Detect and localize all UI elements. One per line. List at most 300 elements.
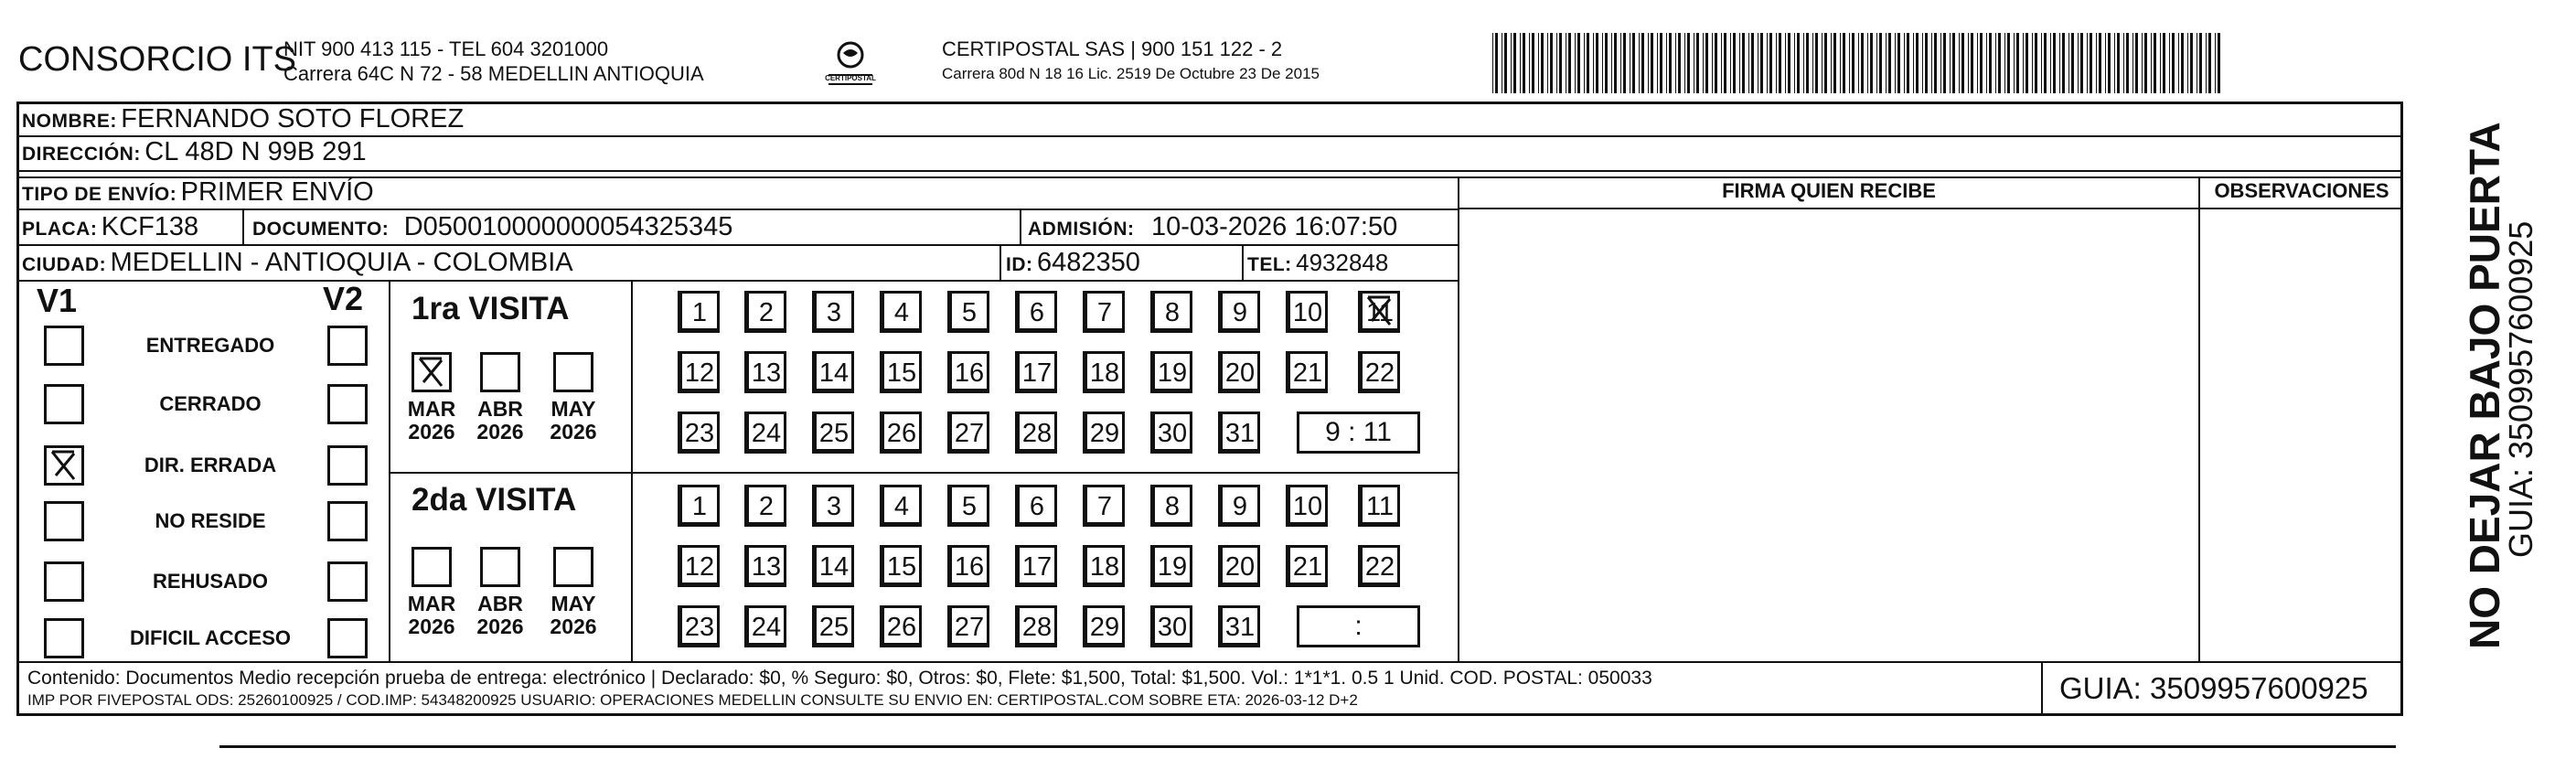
barcode-bar bbox=[2099, 33, 2101, 93]
barcode-bar bbox=[2190, 33, 2193, 93]
barcode-bar bbox=[2068, 33, 2069, 93]
barcode-bar bbox=[2108, 33, 2111, 93]
v1-checkbox[interactable] bbox=[44, 326, 84, 366]
barcode-bar bbox=[1584, 33, 1585, 93]
barcode-bar bbox=[1605, 33, 1608, 93]
barcode-bar bbox=[2062, 33, 2065, 93]
second-day-box[interactable]: 25 bbox=[812, 605, 854, 647]
barcode-bar bbox=[1550, 33, 1553, 93]
admision-value: 10-03-2026 16:07:50 bbox=[1150, 212, 1398, 241]
col-divider bbox=[631, 280, 633, 661]
barcode-bar bbox=[1712, 33, 1713, 93]
v2-checkbox[interactable] bbox=[327, 384, 368, 424]
barcode-bar bbox=[2080, 33, 2083, 93]
documento-value: D050010000000054325345 bbox=[403, 212, 733, 241]
v2-label: V2 bbox=[323, 280, 364, 317]
nombre-label: NOMBRE: bbox=[22, 111, 117, 132]
first-visit-title: 1ra VISITA bbox=[412, 291, 570, 326]
barcode-bar bbox=[2126, 33, 2129, 93]
first-day-box[interactable]: 18 bbox=[1083, 351, 1125, 393]
nombre-value: FERNANDO SOTO FLOREZ bbox=[121, 104, 465, 134]
barcode-bar bbox=[2135, 33, 2138, 93]
first-month-label bbox=[546, 398, 601, 444]
barcode-bar bbox=[1733, 33, 1736, 93]
barcode-bar bbox=[1760, 33, 1763, 93]
first-day-box[interactable]: 22 bbox=[1358, 351, 1400, 393]
barcode-bar bbox=[1986, 33, 1987, 93]
barcode-bar bbox=[2208, 33, 2211, 93]
barcode-bar bbox=[2014, 33, 2015, 93]
barcode-bar bbox=[1541, 33, 1544, 93]
second-day-box[interactable]: 24 bbox=[744, 605, 786, 647]
second-day-box[interactable]: 7 bbox=[1083, 485, 1125, 527]
barcode-bar bbox=[1831, 33, 1832, 93]
second-day-box[interactable]: 23 bbox=[678, 605, 720, 647]
logo-caption: CERTIPOSTAL bbox=[825, 74, 876, 82]
barcode-bar bbox=[1977, 33, 1978, 93]
side-guia: GUIA: 3509957600925 bbox=[2502, 220, 2539, 558]
barcode-bar bbox=[2114, 33, 2115, 93]
v2-checkbox[interactable] bbox=[327, 618, 368, 658]
second-day-box[interactable]: 27 bbox=[947, 605, 989, 647]
v2-checkbox[interactable] bbox=[327, 445, 368, 486]
barcode-bar bbox=[2071, 33, 2074, 93]
barcode-bar bbox=[2163, 33, 2165, 93]
second-day-box[interactable]: 13 bbox=[744, 545, 786, 587]
first-day-box[interactable]: 12 bbox=[678, 351, 720, 393]
second-day-box[interactable]: 28 bbox=[1015, 605, 1057, 647]
admision-label: ADMISIÓN: bbox=[1028, 219, 1135, 240]
v2-checkbox[interactable] bbox=[327, 561, 368, 602]
col-divider bbox=[242, 208, 244, 244]
second-day-box[interactable]: 11 bbox=[1358, 485, 1400, 527]
barcode-bar bbox=[1675, 33, 1676, 93]
col-divider bbox=[1020, 208, 1021, 244]
status-label: NO RESIDE bbox=[155, 509, 266, 532]
first-day-box[interactable]: 26 bbox=[880, 412, 922, 454]
barcode-bar bbox=[2151, 33, 2152, 93]
first-day-box[interactable]: 6 bbox=[1015, 291, 1057, 333]
second-month-name: MAY bbox=[550, 592, 596, 615]
barcode-bar bbox=[1492, 33, 1493, 93]
barcode-bar bbox=[2032, 33, 2033, 93]
direccion-label: DIRECCIÓN: bbox=[22, 144, 141, 165]
barcode-bar bbox=[1922, 33, 1923, 93]
barcode-bar bbox=[1666, 33, 1667, 93]
barcode-bar bbox=[2035, 33, 2037, 93]
footer-contenido: Contenido: Documentos Medio recepción prueba de entrega: electrónico | Declarado: $0, % Seguro: $0, Otros: $0, Flete: $1,500, Total: $1,500. Vol.: 1*1*1. 0.5 1 Unid. COD. POSTAL: 050033 bbox=[27, 668, 1652, 689]
col-divider bbox=[2041, 661, 2043, 716]
barcode-bar bbox=[2090, 33, 2092, 93]
barcode-bar bbox=[1669, 33, 1672, 93]
v1-label: V1 bbox=[37, 282, 78, 319]
barcode-bar bbox=[1961, 33, 1964, 93]
check-mark-icon bbox=[1363, 294, 1397, 328]
barcode-bar bbox=[1849, 33, 1850, 93]
barcode-bar bbox=[1879, 33, 1882, 93]
check-mark-icon bbox=[47, 448, 81, 483]
barcode-bar bbox=[1687, 33, 1690, 93]
barcode-bar bbox=[2178, 33, 2179, 93]
barcode-bar bbox=[1833, 33, 1836, 93]
barcode-bar bbox=[2044, 33, 2047, 93]
second-day-box[interactable]: 14 bbox=[812, 545, 854, 587]
first-day-box[interactable]: 31 bbox=[1218, 412, 1260, 454]
company-address: Carrera 64C N 72 - 58 MEDELLIN ANTIOQUIA bbox=[283, 62, 704, 85]
barcode-bar bbox=[1895, 33, 1896, 93]
first-day-box[interactable]: 23 bbox=[678, 412, 720, 454]
second-month-label bbox=[546, 593, 601, 638]
barcode-bar bbox=[1968, 33, 1969, 93]
barcode-bar bbox=[1678, 33, 1681, 93]
documento-field bbox=[252, 210, 732, 248]
status-label: REHUSADO bbox=[153, 570, 268, 593]
firma-label: FIRMA QUIEN RECIBE bbox=[1722, 179, 1936, 202]
barcode bbox=[1492, 33, 2224, 93]
second-day-box[interactable]: 21 bbox=[1286, 545, 1328, 587]
first-day-box[interactable]: 4 bbox=[880, 291, 922, 333]
first-day-box[interactable]: 20 bbox=[1218, 351, 1260, 393]
barcode-bar bbox=[1861, 33, 1864, 93]
tipo-value: PRIMER ENVÍO bbox=[180, 177, 374, 207]
first-day-box[interactable]: 21 bbox=[1286, 351, 1328, 393]
second-day-box[interactable]: 12 bbox=[678, 545, 720, 587]
barcode-bar bbox=[1495, 33, 1498, 93]
footer-imp: IMP POR FIVEPOSTAL ODS: 25260100925 / COD.IMP: 54348200925 USUARIO: OPERACIONES MEDELLIN CONSULTE SU ENVIO EN: CERTIPOSTAL.COM SOBRE ETA: 2026-03-12 D+2 bbox=[27, 691, 1358, 709]
first-day-box[interactable]: 25 bbox=[812, 412, 854, 454]
barcode-bar bbox=[1913, 33, 1914, 93]
placa-field bbox=[22, 210, 198, 248]
first-day-box[interactable]: 17 bbox=[1015, 351, 1057, 393]
barcode-bar bbox=[2206, 33, 2207, 93]
first-day-box[interactable]: 19 bbox=[1150, 351, 1192, 393]
barcode-bar bbox=[1959, 33, 1960, 93]
barcode-bar bbox=[1950, 33, 1951, 93]
first-day-box[interactable]: 9 bbox=[1218, 291, 1260, 333]
second-day-box[interactable]: 3 bbox=[812, 485, 854, 527]
barcode-bar bbox=[1715, 33, 1717, 93]
status-label: ENTREGADO bbox=[145, 334, 275, 357]
barcode-bar bbox=[1907, 33, 1909, 93]
barcode-bar bbox=[1504, 33, 1507, 93]
placa-label: PLACA: bbox=[22, 219, 98, 240]
status-label: DIFICIL ACCESO bbox=[129, 626, 291, 649]
tel-label: TEL: bbox=[1247, 254, 1292, 275]
barcode-bar bbox=[1989, 33, 1992, 93]
barcode-bar bbox=[1767, 33, 1768, 93]
barcode-bar bbox=[1769, 33, 1772, 93]
barcode-bar bbox=[2041, 33, 2042, 93]
v1-checkbox[interactable] bbox=[44, 618, 84, 658]
carrier-address: Carrera 80d N 18 16 Lic. 2519 De Octubre 23 De 2015 bbox=[942, 65, 1320, 82]
first-day-box[interactable]: 13 bbox=[744, 351, 786, 393]
status-label: CERRADO bbox=[159, 392, 262, 415]
second-month-year: 2026 bbox=[408, 615, 455, 638]
barcode-bar bbox=[1995, 33, 1996, 93]
barcode-bar bbox=[1523, 33, 1525, 93]
barcode-bar bbox=[1611, 33, 1612, 93]
row-divider bbox=[1458, 208, 2403, 209]
first-month-label bbox=[404, 398, 459, 444]
second-day-box[interactable]: 20 bbox=[1218, 545, 1260, 587]
second-day-box[interactable]: 6 bbox=[1015, 485, 1057, 527]
barcode-bar bbox=[1651, 33, 1653, 93]
first-month-checkbox[interactable] bbox=[480, 352, 520, 392]
barcode-bar bbox=[1559, 33, 1562, 93]
barcode-bar bbox=[1788, 33, 1790, 93]
barcode-bar bbox=[1657, 33, 1658, 93]
second-visit-title: 2da VISITA bbox=[412, 482, 577, 518]
barcode-bar bbox=[1934, 33, 1937, 93]
barcode-bar bbox=[2016, 33, 2019, 93]
barcode-bar bbox=[2023, 33, 2024, 93]
barcode-bar bbox=[1547, 33, 1548, 93]
barcode-bar bbox=[2169, 33, 2170, 93]
second-day-box[interactable]: 2 bbox=[744, 485, 786, 527]
v1-checkbox[interactable] bbox=[44, 501, 84, 541]
first-day-box[interactable]: 11 bbox=[1358, 291, 1400, 333]
barcode-bar bbox=[1779, 33, 1781, 93]
v1-checkbox[interactable] bbox=[44, 561, 84, 602]
no-dejar-notice: NO DEJAR BAJO PUERTA bbox=[2461, 122, 2508, 649]
second-day-box[interactable]: 17 bbox=[1015, 545, 1057, 587]
barcode-bar bbox=[1916, 33, 1919, 93]
barcode-bar bbox=[1660, 33, 1662, 93]
first-day-box[interactable]: 3 bbox=[812, 291, 854, 333]
first-day-box[interactable]: 24 bbox=[744, 412, 786, 454]
placa-value: KCF138 bbox=[101, 212, 199, 241]
first-month-name: MAY bbox=[550, 397, 596, 421]
barcode-bar bbox=[2026, 33, 2028, 93]
footer-guia: GUIA: 3509957600925 bbox=[2059, 671, 2368, 705]
second-day-box[interactable]: 26 bbox=[880, 605, 922, 647]
second-month-name: MAR bbox=[407, 592, 456, 615]
v2-checkbox[interactable] bbox=[327, 501, 368, 541]
barcode-bar bbox=[2218, 33, 2220, 93]
barcode-bar bbox=[2215, 33, 2216, 93]
barcode-bar bbox=[1632, 33, 1635, 93]
barcode-bar bbox=[1803, 33, 1804, 93]
ciudad-value: MEDELLIN - ANTIOQUIA - COLOMBIA bbox=[110, 248, 573, 277]
barcode-bar bbox=[1897, 33, 1900, 93]
status-label: DIR. ERRADA bbox=[144, 454, 277, 476]
barcode-bar bbox=[1520, 33, 1521, 93]
footer-divider bbox=[16, 661, 2403, 663]
first-month-year: 2026 bbox=[550, 420, 597, 444]
tipo-field bbox=[22, 176, 374, 213]
id-field bbox=[1006, 246, 1140, 283]
barcode-bar bbox=[1888, 33, 1891, 93]
barcode-bar bbox=[2096, 33, 2097, 93]
barcode-bar bbox=[1843, 33, 1845, 93]
direccion-value: CL 48D N 99B 291 bbox=[144, 137, 367, 166]
barcode-bar bbox=[1840, 33, 1841, 93]
barcode-bar bbox=[1812, 33, 1813, 93]
barcode-bar bbox=[2199, 33, 2202, 93]
first-month-checkbox[interactable] bbox=[412, 352, 452, 392]
first-day-box[interactable]: 5 bbox=[947, 291, 989, 333]
barcode-bar bbox=[2144, 33, 2147, 93]
carrier-name: CERTIPOSTAL SAS | 900 151 122 - 2 bbox=[942, 37, 1283, 60]
barcode-bar bbox=[1739, 33, 1740, 93]
second-month-label bbox=[404, 593, 459, 638]
documento-label: DOCUMENTO: bbox=[252, 219, 390, 240]
barcode-bar bbox=[2142, 33, 2143, 93]
barcode-bar bbox=[1568, 33, 1571, 93]
barcode-bar bbox=[1602, 33, 1603, 93]
barcode-bar bbox=[2172, 33, 2175, 93]
barcode-bar bbox=[1593, 33, 1594, 93]
v1-checkbox[interactable] bbox=[44, 445, 84, 486]
barcode-bar bbox=[2123, 33, 2124, 93]
nombre-field bbox=[22, 102, 464, 140]
first-day-box[interactable]: 28 bbox=[1015, 412, 1057, 454]
barcode-bar bbox=[1824, 33, 1827, 93]
v1-checkbox[interactable] bbox=[44, 384, 84, 424]
second-month-checkbox[interactable] bbox=[412, 547, 452, 587]
barcode-bar bbox=[1998, 33, 2001, 93]
col-divider bbox=[1242, 244, 1244, 280]
barcode-bar bbox=[1575, 33, 1576, 93]
second-day-box[interactable]: 5 bbox=[947, 485, 989, 527]
first-month-year: 2026 bbox=[476, 420, 524, 444]
col-divider bbox=[2198, 176, 2200, 661]
barcode-bar bbox=[1614, 33, 1617, 93]
col-divider bbox=[1458, 176, 1459, 661]
barcode-bar bbox=[1529, 33, 1530, 93]
id-label: ID: bbox=[1006, 254, 1033, 275]
barcode-bar bbox=[1511, 33, 1512, 93]
first-day-box[interactable]: 7 bbox=[1083, 291, 1125, 333]
first-month-checkbox[interactable] bbox=[553, 352, 593, 392]
barcode-bar bbox=[1952, 33, 1955, 93]
direccion-field bbox=[22, 135, 367, 173]
first-day-box[interactable]: 30 bbox=[1150, 412, 1192, 454]
col-divider bbox=[389, 280, 390, 661]
company-info bbox=[283, 37, 704, 86]
barcode-bar bbox=[2053, 33, 2056, 93]
second-day-box[interactable]: 1 bbox=[678, 485, 720, 527]
barcode-bar bbox=[1931, 33, 1932, 93]
second-day-box[interactable]: 15 bbox=[880, 545, 922, 587]
barcode-bar bbox=[1886, 33, 1887, 93]
barcode-bar bbox=[1751, 33, 1754, 93]
barcode-bar bbox=[1940, 33, 1941, 93]
second-day-box[interactable]: 16 bbox=[947, 545, 989, 587]
second-day-box[interactable]: 18 bbox=[1083, 545, 1125, 587]
first-day-box[interactable]: 29 bbox=[1083, 412, 1125, 454]
first-day-box[interactable]: 15 bbox=[880, 351, 922, 393]
second-day-box[interactable]: 22 bbox=[1358, 545, 1400, 587]
certipostal-logo bbox=[823, 37, 878, 91]
first-time-box[interactable]: 9 : 11 bbox=[1297, 412, 1420, 454]
admision-field bbox=[1028, 210, 1397, 248]
barcode-bar bbox=[2007, 33, 2010, 93]
barcode-bar bbox=[2050, 33, 2051, 93]
second-day-box[interactable]: 4 bbox=[880, 485, 922, 527]
barcode-bar bbox=[1867, 33, 1868, 93]
barcode-bar bbox=[1538, 33, 1539, 93]
barcode-bar bbox=[1925, 33, 1928, 93]
second-day-box[interactable]: 9 bbox=[1218, 485, 1260, 527]
barcode-bar bbox=[1794, 33, 1795, 93]
first-day-box[interactable]: 1 bbox=[678, 291, 720, 333]
first-day-box[interactable]: 2 bbox=[744, 291, 786, 333]
ciudad-label: CIUDAD: bbox=[22, 254, 107, 275]
barcode-bar bbox=[2181, 33, 2184, 93]
second-month-year: 2026 bbox=[550, 615, 597, 638]
barcode-bar bbox=[1721, 33, 1722, 93]
bottom-rule bbox=[219, 745, 2396, 748]
second-day-box[interactable]: 31 bbox=[1218, 605, 1260, 647]
first-day-box[interactable]: 14 bbox=[812, 351, 854, 393]
barcode-bar bbox=[2154, 33, 2156, 93]
barcode-bar bbox=[1577, 33, 1580, 93]
first-day-box[interactable]: 8 bbox=[1150, 291, 1192, 333]
second-day-box[interactable]: 8 bbox=[1150, 485, 1192, 527]
id-value: 6482350 bbox=[1036, 248, 1140, 277]
second-day-box[interactable]: 19 bbox=[1150, 545, 1192, 587]
row-divider bbox=[16, 176, 2403, 178]
ciudad-field bbox=[22, 246, 573, 283]
barcode-bar bbox=[1904, 33, 1905, 93]
barcode-bar bbox=[1815, 33, 1818, 93]
second-time-box[interactable]: : bbox=[1297, 605, 1420, 647]
barcode-bar bbox=[2117, 33, 2120, 93]
barcode-bar bbox=[1730, 33, 1731, 93]
row-divider bbox=[16, 170, 2403, 172]
barcode-bar bbox=[1971, 33, 1973, 93]
barcode-bar bbox=[2105, 33, 2106, 93]
check-mark-icon bbox=[414, 355, 449, 390]
first-day-box[interactable]: 16 bbox=[947, 351, 989, 393]
barcode-bar bbox=[1587, 33, 1589, 93]
second-month-label bbox=[473, 593, 528, 638]
barcode-bar bbox=[1785, 33, 1786, 93]
barcode-bar bbox=[1943, 33, 1946, 93]
tel-value: 4932848 bbox=[1296, 249, 1389, 276]
barcode-bar bbox=[1648, 33, 1649, 93]
company-nit: NIT 900 413 115 - TEL 604 3201000 bbox=[283, 37, 609, 60]
first-day-box[interactable]: 10 bbox=[1286, 291, 1328, 333]
barcode-bar bbox=[1870, 33, 1873, 93]
second-month-year: 2026 bbox=[476, 615, 524, 638]
first-month-name: MAR bbox=[407, 397, 456, 421]
barcode-bar bbox=[1623, 33, 1626, 93]
carrier-info bbox=[942, 37, 1320, 86]
barcode-bar bbox=[1596, 33, 1598, 93]
observaciones-label: OBSERVACIONES bbox=[2214, 179, 2389, 202]
barcode-bar bbox=[1556, 33, 1557, 93]
barcode-bar bbox=[1703, 33, 1704, 93]
barcode-bar bbox=[1696, 33, 1699, 93]
barcode-bar bbox=[1852, 33, 1855, 93]
second-day-box[interactable]: 29 bbox=[1083, 605, 1125, 647]
barcode-bar bbox=[2087, 33, 2088, 93]
second-day-box[interactable]: 30 bbox=[1150, 605, 1192, 647]
second-month-checkbox[interactable] bbox=[480, 547, 520, 587]
barcode-bar bbox=[1980, 33, 1983, 93]
barcode-bar bbox=[1797, 33, 1800, 93]
second-month-checkbox[interactable] bbox=[553, 547, 593, 587]
barcode-bar bbox=[2160, 33, 2161, 93]
second-day-box[interactable]: 10 bbox=[1286, 485, 1328, 527]
barcode-bar bbox=[2187, 33, 2188, 93]
col-divider bbox=[999, 244, 1001, 280]
first-day-box[interactable]: 27 bbox=[947, 412, 989, 454]
barcode-bar bbox=[1684, 33, 1685, 93]
v2-checkbox[interactable] bbox=[327, 326, 368, 366]
